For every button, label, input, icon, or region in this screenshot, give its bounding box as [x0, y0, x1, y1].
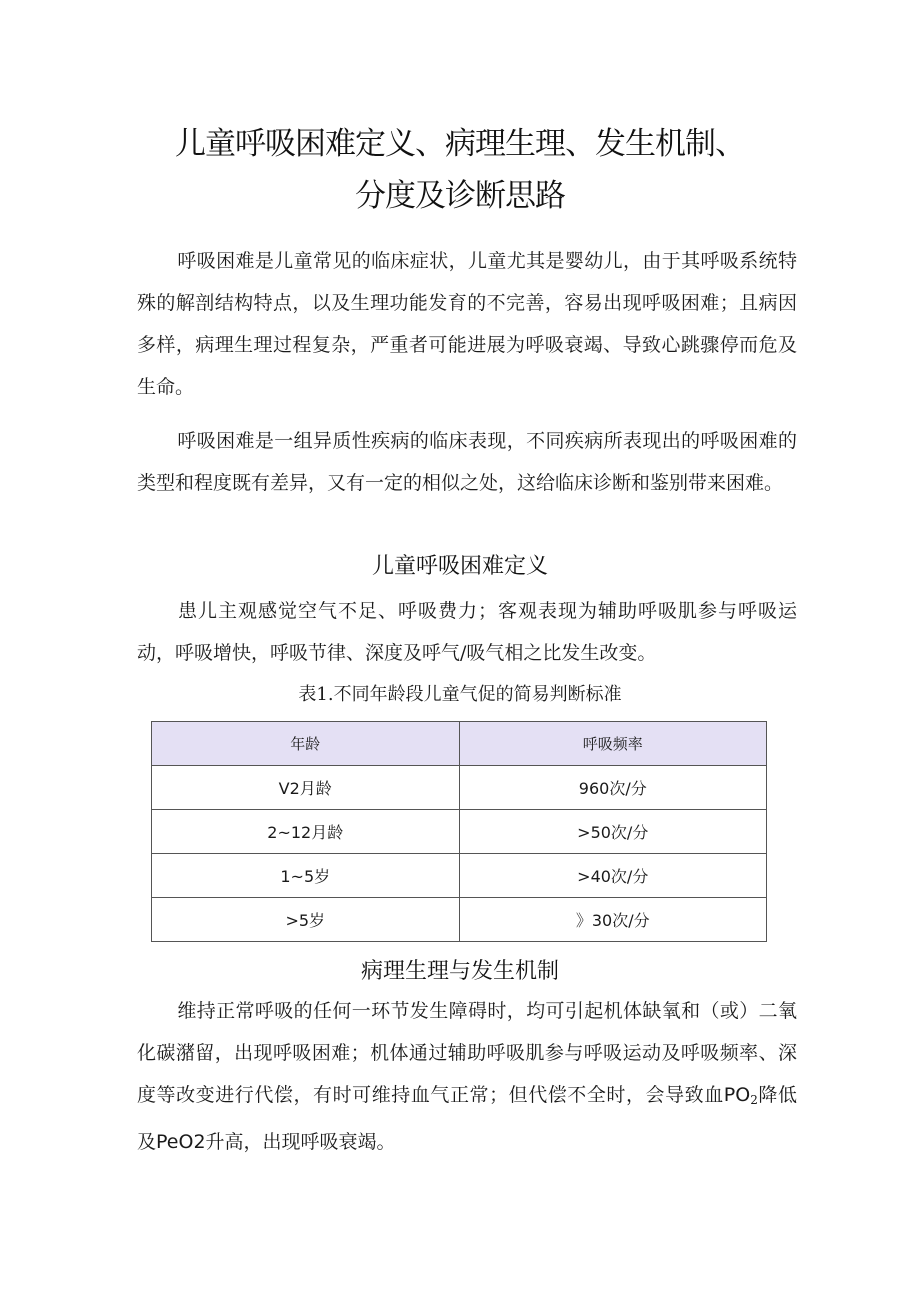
pathophysiology-text-b: 降低及 — [137, 1084, 797, 1153]
po2-subscript: 2 — [750, 1093, 758, 1107]
table-cell-age: 2~12月龄 — [152, 810, 460, 854]
po2-symbol: PO — [723, 1084, 751, 1106]
table-cell-rate: 960次/分 — [459, 766, 767, 810]
table-cell-rate: >40次/分 — [459, 854, 767, 898]
table-cell-age: >5岁 — [152, 898, 460, 942]
section-heading-definition: 儿童呼吸困难定义 — [371, 554, 548, 579]
table-cell-rate: 》30次/分 — [459, 898, 767, 942]
intro-paragraph-2 — [137, 420, 797, 504]
definition-paragraph — [137, 590, 797, 674]
table-header-rate: 呼吸频率 — [459, 722, 767, 766]
respiratory-rate-table — [151, 721, 767, 942]
table-header-age: 年龄 — [152, 722, 460, 766]
table-cell-age: 1~5岁 — [152, 854, 460, 898]
intro-paragraph-1 — [137, 240, 797, 408]
section-heading-pathophysiology: 病理生理与发生机制 — [360, 959, 559, 984]
table-cell-rate: >50次/分 — [459, 810, 767, 854]
intro-paragraph-2-text: 呼吸困难是一组异质性疾病的临床表现，不同疾病所表现出的呼吸困难的类型和程度既有差异，又有一定的相似之处，这给临床诊断和鉴别带来困难。 — [137, 430, 797, 494]
peo2-symbol: PeO2 — [156, 1131, 206, 1153]
intro-paragraph-1-text: 呼吸困难是儿童常见的临床症状，儿童尤其是婴幼儿，由于其呼吸系统特殊的解剖结构特点，以及生理功能发育的不完善，容易出现呼吸困难；且病因多样，病理生理过程复杂，严重者可能进展为呼吸衰竭、导致心跳骤停而危及生命。 — [137, 250, 797, 398]
doc-title-line-2: 分度及诊断思路 — [355, 178, 565, 214]
table-row — [152, 898, 767, 942]
pathophysiology-paragraph — [137, 990, 797, 1163]
table-row — [152, 854, 767, 898]
pathophysiology-text-c: 升高，出现呼吸衰竭。 — [205, 1131, 396, 1153]
table-row — [152, 810, 767, 854]
table-header-row — [152, 722, 767, 766]
definition-paragraph-text: 患儿主观感觉空气不足、呼吸费力；客观表现为辅助呼吸肌参与呼吸运动，呼吸增快，呼吸节律、深度及呼气/吸气相之比发生改变。 — [137, 600, 797, 664]
doc-title-line-1: 儿童呼吸困难定义、病理生理、发生机制、 — [175, 126, 745, 162]
table-caption: 表1.不同年龄段儿童气促的简易判断标准 — [298, 684, 622, 705]
table-row — [152, 766, 767, 810]
table-cell-age: V2月龄 — [152, 766, 460, 810]
pathophysiology-text-a: 维持正常呼吸的任何一环节发生障碍时，均可引起机体缺氧和（或）二氧化碳潴留，出现呼吸困难；机体通过辅助呼吸肌参与呼吸运动及呼吸频率、深度等改变进行代偿，有时可维持血气正常；但代偿不全时，会导致血 — [137, 1000, 797, 1106]
